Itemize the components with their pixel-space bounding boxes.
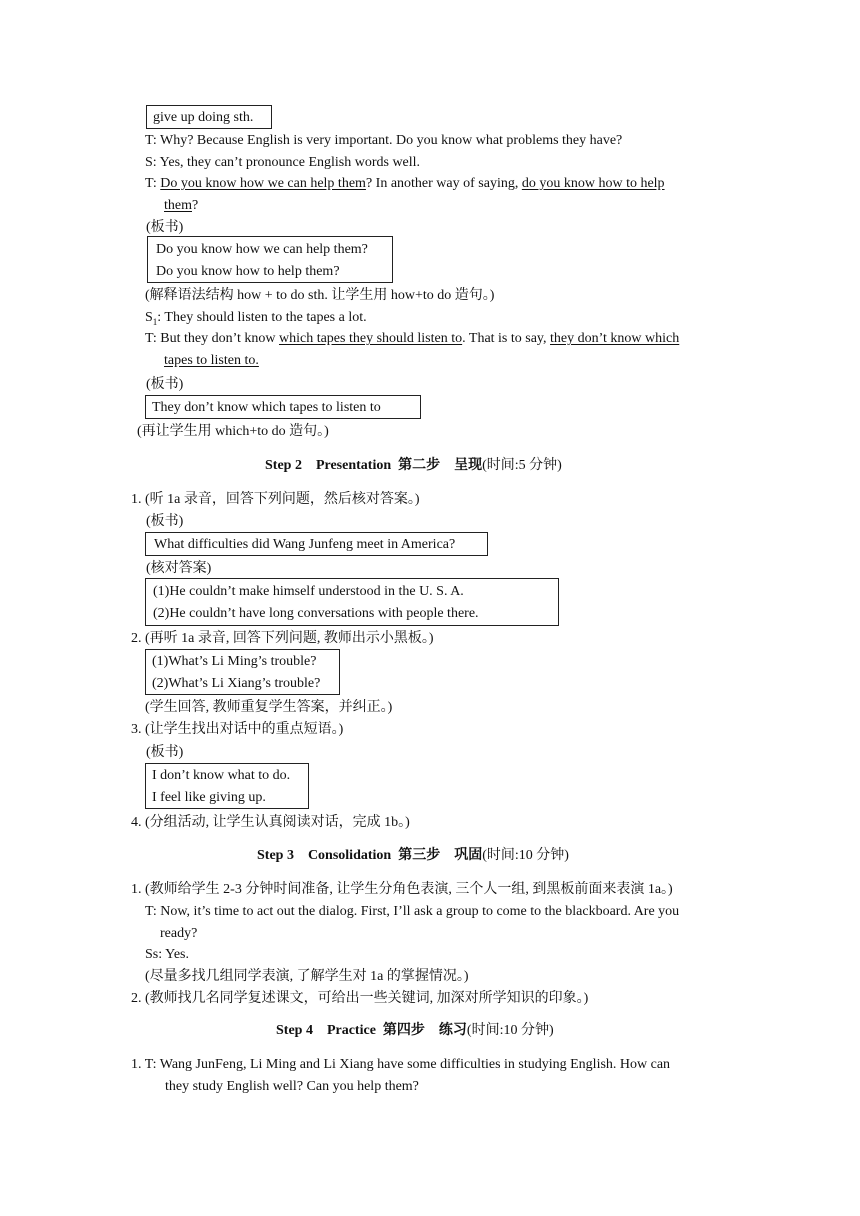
grammar-note-which: (再让学生用 which+to do 造句。) <box>137 424 329 439</box>
board-note: (板书) <box>146 514 184 529</box>
step2-item-3: 3. (让学生找出对话中的重点短语。) <box>131 722 344 737</box>
step-label: Step 3 Consolidation 第三步 巩固 <box>257 848 483 863</box>
speaker-subscript: 1 <box>152 316 158 327</box>
step2-item-2: 2. (再听 1a 录音, 回答下列问题, 教师出示小黑板。) <box>131 631 434 646</box>
board-text: Do you know how we can help them? <box>156 242 368 257</box>
students-line-yes: Ss: Yes. <box>145 947 189 962</box>
board-box-trouble <box>145 649 340 695</box>
teacher-line-help <box>145 173 732 217</box>
underlined-phrase: them <box>164 198 192 213</box>
board-box-help <box>147 236 393 283</box>
step-time: (时间:10 分钟) <box>466 1023 554 1038</box>
teacher-line-act: T: Now, it’s time to act out the dialog. First, I’ll ask a group to come to the blackboard. Are you <box>145 904 680 919</box>
board-text: (1)He couldn’t make himself understood in the U. S. A. <box>153 584 464 599</box>
teacher-line-why: T: Why? Because English is very important. Do you know what problems they have? <box>145 133 623 148</box>
board-box-give-up <box>146 105 272 129</box>
teacher-line-tapes <box>145 328 732 372</box>
board-box-question <box>145 532 488 556</box>
text-segment: T: <box>145 176 161 191</box>
step-label: Step 4 Practice 第四步 练习 <box>276 1023 467 1038</box>
step4-heading <box>276 1022 554 1040</box>
board-text: (1)What’s Li Ming’s trouble? <box>152 654 317 669</box>
board-note: (板书) <box>146 745 184 760</box>
step-label: Step 2 Presentation 第二步 呈现 <box>265 458 483 473</box>
underlined-phrase: they don’t know which <box>550 331 680 346</box>
board-text: Do you know how to help them? <box>156 264 340 279</box>
underlined-phrase: which tapes they should listen to <box>278 331 463 346</box>
step3-heading <box>257 847 569 865</box>
text-segment: ? In another way of saying, <box>365 176 522 191</box>
board-text: (2)He couldn’t have long conversations with people there. <box>153 606 479 621</box>
step2-heading <box>265 457 562 475</box>
underlined-phrase: do you know how to help <box>521 176 665 191</box>
underlined-phrase: tapes to listen to. <box>164 353 259 368</box>
text-segment: : They should listen to the tapes a lot. <box>157 310 367 325</box>
grammar-note-how: (解释语法结构 how + to do sth. 让学生用 how+to do 造句。) <box>145 288 495 303</box>
text-segment: ? <box>192 198 199 213</box>
board-text: I don’t know what to do. <box>152 768 291 783</box>
step4-item-1-cont: they study English well? Can you help them? <box>165 1079 419 1094</box>
board-text: What difficulties did Wang Junfeng meet in America? <box>154 537 456 552</box>
student-line-pronounce: S: Yes, they can’t pronounce English words well. <box>145 155 421 170</box>
teacher-line-act-cont: ready? <box>160 926 198 941</box>
step2-item-1: 1. (听 1a 录音，回答下列问题，然后核对答案。) <box>131 492 420 507</box>
board-text: give up doing sth. <box>153 110 254 125</box>
underlined-phrase: Do you know how we can help them <box>160 176 366 191</box>
board-box-answers <box>145 578 559 626</box>
student-answer-note: (学生回答, 教师重复学生答案，并纠正。) <box>145 700 393 715</box>
step4-item-1: 1. T: Wang JunFeng, Li Ming and Li Xiang have some difficulties in studying English. How can <box>131 1057 671 1072</box>
perform-note: (尽量多找几组同学表演, 了解学生对 1a 的掌握情况。) <box>145 969 469 984</box>
step-time: (时间:10 分钟) <box>482 848 569 863</box>
step-time: (时间:5 分钟) <box>482 458 562 473</box>
board-note: (板书) <box>146 377 184 392</box>
board-box-tapes <box>145 395 421 419</box>
step2-item-4: 4. (分组活动, 让学生认真阅读对话，完成 1b。) <box>131 815 410 830</box>
text-segment: T: But they don’t know <box>145 331 279 346</box>
speaker-label: S <box>145 310 153 325</box>
check-answer-note: (核对答案) <box>146 561 212 576</box>
board-text: I feel like giving up. <box>152 790 266 805</box>
step3-item-2: 2. (教师找几名同学复述课文，可给出一些关键词, 加深对所学知识的印象。) <box>131 991 589 1006</box>
board-text: They don’t know which tapes to listen to <box>152 400 381 415</box>
step3-item-1: 1. (教师给学生 2-3 分钟时间准备, 让学生分角色表演, 三个人一组, 到黑板前面来表演 1a。) <box>131 882 673 897</box>
board-note: (板书) <box>146 220 184 235</box>
text-segment: . That is to say, <box>462 331 551 346</box>
board-text: (2)What’s Li Xiang’s trouble? <box>152 676 321 691</box>
board-box-phrases <box>145 763 309 809</box>
